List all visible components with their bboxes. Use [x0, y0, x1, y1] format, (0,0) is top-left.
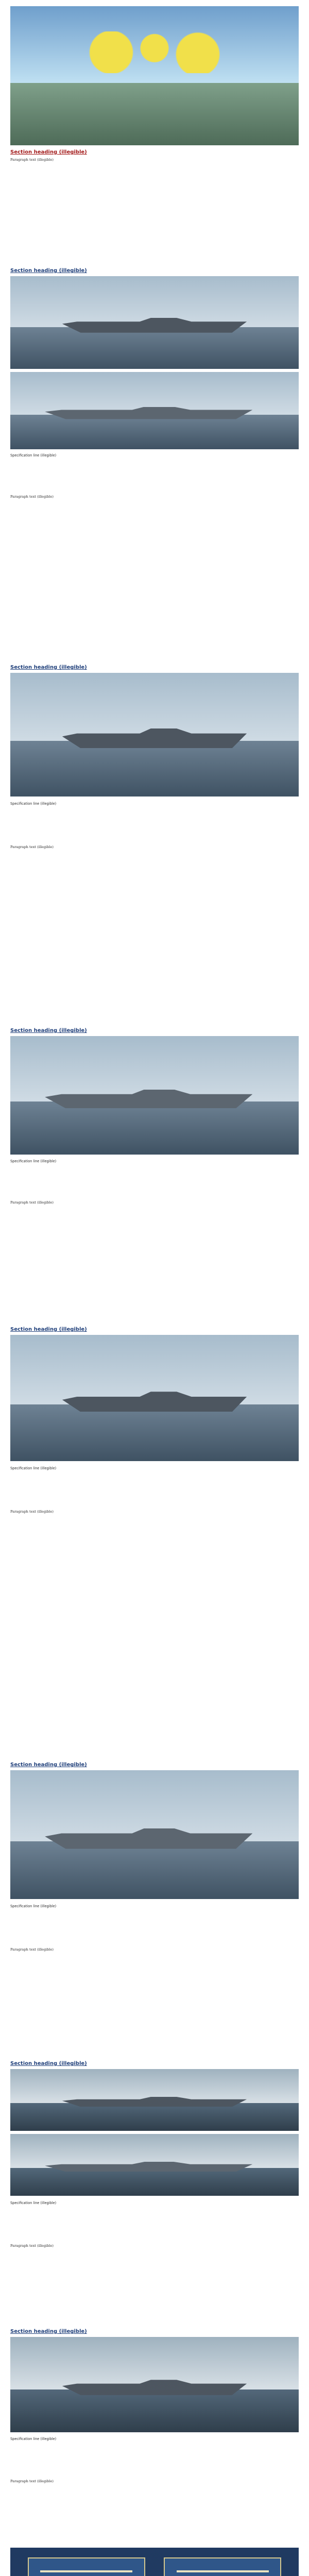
- ship-photo: [10, 673, 299, 796]
- section-heading: Section heading (illegible): [10, 1762, 87, 1768]
- ship-photo: [10, 2069, 299, 2131]
- section-heading: Section heading (illegible): [10, 2061, 87, 2066]
- ship-specifications: [10, 2201, 299, 2206]
- spec-line: Specification line (illegible): [10, 2201, 57, 2205]
- article-lead-photo: [10, 6, 299, 145]
- section-paragraph: Paragraph text (illegible): [10, 158, 54, 162]
- ship-photo: [10, 1036, 299, 1155]
- section-paragraph: Paragraph text (illegible): [10, 1200, 54, 1205]
- ship-photo: [10, 372, 299, 449]
- ship-specifications: [10, 802, 299, 806]
- ship-photo: [10, 2337, 299, 2432]
- section-paragraph: Paragraph text (illegible): [10, 845, 54, 849]
- ship-photo: [10, 1770, 299, 1899]
- ship-specifications: [10, 2437, 299, 2442]
- section-paragraph: Paragraph text (illegible): [10, 1947, 54, 1952]
- ship-specifications: [10, 1159, 299, 1164]
- spec-line: Specification line (illegible): [10, 1159, 57, 1163]
- spec-line: Specification line (illegible): [10, 802, 57, 806]
- ship-photo: [10, 1335, 299, 1461]
- ship-specifications: [10, 1466, 299, 1471]
- ship-photo: [10, 2134, 299, 2196]
- spec-line: Specification line (illegible): [10, 1466, 57, 1470]
- ship-photo: [10, 276, 299, 369]
- section-heading: Section heading (illegible): [10, 149, 87, 155]
- section-heading: Section heading (illegible): [10, 2329, 87, 2334]
- section-heading: Section heading (illegible): [10, 268, 87, 274]
- spec-line: Specification line (illegible): [10, 2437, 57, 2441]
- spec-line: Specification line (illegible): [10, 1904, 57, 1908]
- section-paragraph: Paragraph text (illegible): [10, 1510, 54, 1514]
- spec-line: Specification line (illegible): [10, 453, 57, 457]
- section-paragraph: Paragraph text (illegible): [10, 495, 54, 499]
- section-heading: Section heading (illegible): [10, 665, 87, 670]
- section-paragraph: Paragraph text (illegible): [10, 2244, 54, 2248]
- section-paragraph: Paragraph text (illegible): [10, 2479, 54, 2483]
- poster-photo: [10, 2548, 299, 2576]
- section-heading: Section heading (illegible): [10, 1028, 87, 1033]
- ship-specifications: [10, 453, 299, 458]
- section-heading: Section heading (illegible): [10, 1327, 87, 1332]
- ship-specifications: [10, 1904, 299, 1909]
